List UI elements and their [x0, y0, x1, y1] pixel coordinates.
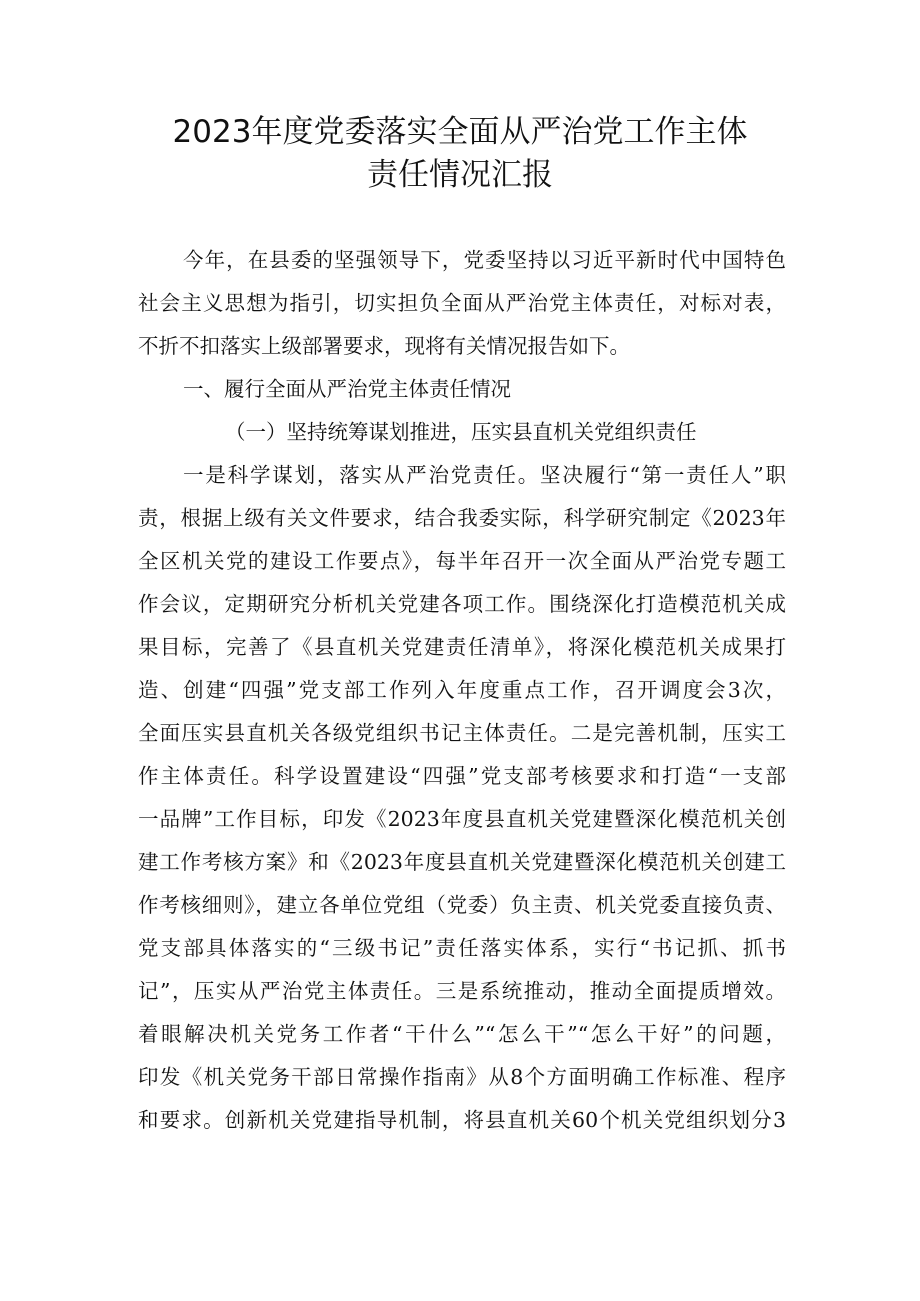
paragraph-line: 不折不扣落实上级部署要求，现将有关情况报告如下。: [138, 334, 630, 358]
paragraph-line: 全面压实县直机关各级党组织书记主体责任。二是完善机制，压实工: [138, 721, 786, 745]
subsection-heading: （一）坚持统筹谋划推进，压实县直机关党组织责任: [225, 420, 697, 444]
paragraph-line: 今年，在县委的坚强领导下，党委坚持以习近平新时代中国特色: [183, 248, 786, 272]
paragraph-line: 记”，压实从严治党主体责任。三是系统推动，推动全面提质增效。: [138, 979, 786, 1003]
document-title-line-2: 责任情况汇报: [367, 157, 553, 193]
paragraph-line: 社会主义思想为指引，切实担负全面从严治党主体责任，对标对表，: [138, 291, 786, 315]
paragraph-line: 责，根据上级有关文件要求，结合我委实际，科学研究制定《2023年: [138, 506, 786, 530]
document-title-line-1: 2023年度党委落实全面从严治党工作主体: [172, 114, 748, 150]
paragraph-line: 党支部具体落实的“三级书记”责任落实体系，实行“书记抓、抓书: [138, 936, 786, 960]
paragraph-line: 造、创建“四强”党支部工作列入年度重点工作，召开调度会3次，: [138, 678, 786, 702]
paragraph-line: 和要求。创新机关党建指导机制，将县直机关60个机关党组织划分3: [138, 1108, 786, 1132]
paragraph-line: 着眼解决机关党务工作者“干什么”“怎么干”“怎么干好”的问题，: [138, 1022, 786, 1046]
paragraph-line: 印发《机关党务干部日常操作指南》从8个方面明确工作标准、程序: [138, 1065, 786, 1089]
paragraph-line: 果目标，完善了《县直机关党建责任清单》，将深化模范机关成果打: [138, 635, 786, 659]
section-heading: 一、履行全面从严治党主体责任情况: [183, 377, 511, 401]
paragraph-line: 作会议，定期研究分析机关党建各项工作。围绕深化打造模范机关成: [138, 592, 786, 616]
paragraph-line: 作主体责任。科学设置建设“四强”党支部考核要求和打造“一支部: [138, 764, 786, 788]
paragraph-line: 建工作考核方案》和《2023年度县直机关党建暨深化模范机关创建工: [138, 850, 786, 874]
paragraph-line: 一是科学谋划，落实从严治党责任。坚决履行“第一责任人”职: [183, 463, 786, 487]
paragraph-line: 全区机关党的建设工作要点》，每半年召开一次全面从严治党专题工: [138, 549, 786, 573]
paragraph-line: 作考核细则》，建立各单位党组（党委）负主责、机关党委直接负责、: [138, 893, 786, 917]
paragraph-line: 一品牌”工作目标，印发《2023年度县直机关党建暨深化模范机关创: [138, 807, 786, 831]
